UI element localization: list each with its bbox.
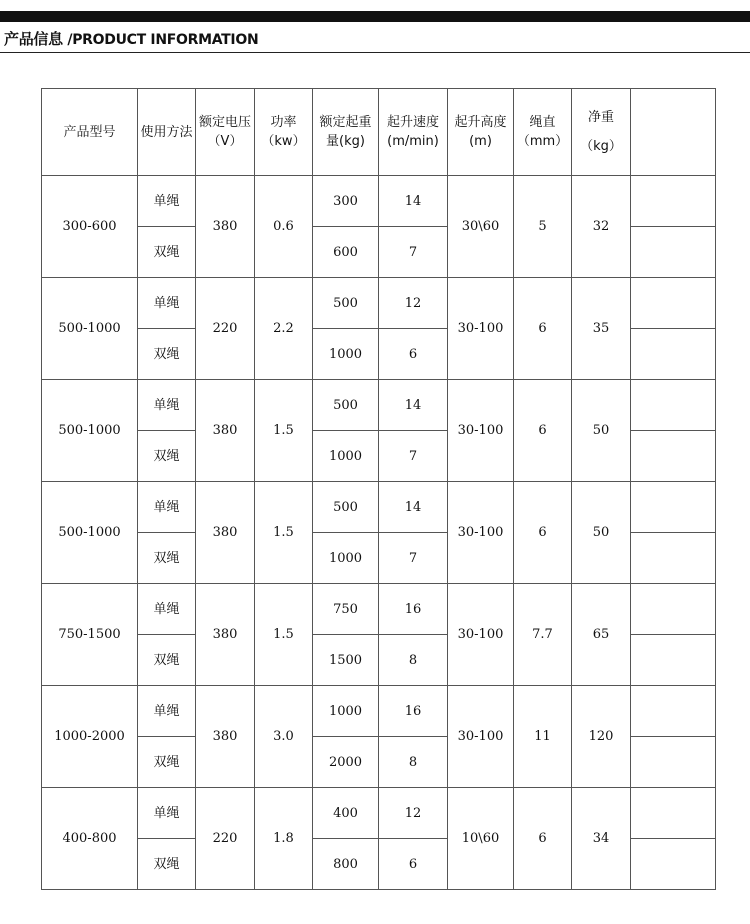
header-col-power (255, 89, 313, 176)
load-cell: 1000 (313, 431, 379, 482)
table-row (42, 482, 716, 533)
extra-cell (631, 329, 716, 380)
method-cell: 单绳 (138, 584, 196, 635)
header-label-line2: (m/min) (387, 134, 439, 149)
method-cell: 双绳 (138, 329, 196, 380)
speed-cell: 7 (379, 533, 448, 584)
load-cell: 1500 (313, 635, 379, 686)
extra-cell (631, 482, 716, 533)
header-col-extra (631, 89, 716, 176)
load-cell: 750 (313, 584, 379, 635)
header-col-rope (514, 89, 572, 176)
header-col-model (42, 89, 138, 176)
power-cell: 1.5 (255, 584, 313, 686)
top-black-bar (0, 11, 750, 22)
product-spec-table (41, 88, 716, 890)
voltage-cell: 380 (196, 482, 255, 584)
power-cell: 1.5 (255, 380, 313, 482)
power-cell: 2.2 (255, 278, 313, 380)
extra-cell (631, 584, 716, 635)
model-cell: 300-600 (42, 176, 138, 278)
power-cell: 1.5 (255, 482, 313, 584)
table-row (42, 686, 716, 737)
extra-cell (631, 635, 716, 686)
header-col-weight (572, 89, 631, 176)
header-label-line1: 额定电压 (198, 115, 251, 130)
table-row (42, 788, 716, 839)
header-col-method (138, 89, 196, 176)
header-col-speed (379, 89, 448, 176)
model-cell: 500-1000 (42, 482, 138, 584)
header-label-line1: 绳直 (529, 115, 556, 130)
header-label-line1: 产品型号 (63, 124, 116, 140)
table-body (42, 176, 716, 890)
method-cell: 单绳 (138, 482, 196, 533)
voltage-cell: 380 (196, 176, 255, 278)
speed-cell: 12 (379, 278, 448, 329)
speed-cell: 14 (379, 380, 448, 431)
load-cell: 1000 (313, 329, 379, 380)
header-col-voltage (196, 89, 255, 176)
rope-cell: 5 (514, 176, 572, 278)
voltage-cell: 220 (196, 278, 255, 380)
speed-cell: 8 (379, 635, 448, 686)
extra-cell (631, 737, 716, 788)
load-cell: 400 (313, 788, 379, 839)
model-cell: 500-1000 (42, 278, 138, 380)
speed-cell: 6 (379, 839, 448, 890)
load-cell: 500 (313, 482, 379, 533)
method-cell: 双绳 (138, 635, 196, 686)
weight-cell: 50 (572, 380, 631, 482)
extra-cell (631, 176, 716, 227)
method-cell: 单绳 (138, 788, 196, 839)
speed-cell: 16 (379, 584, 448, 635)
model-cell: 400-800 (42, 788, 138, 890)
weight-cell: 50 (572, 482, 631, 584)
lift-height-cell: 30-100 (448, 380, 514, 482)
lift-height-cell: 10\60 (448, 788, 514, 890)
model-cell: 500-1000 (42, 380, 138, 482)
method-cell: 双绳 (138, 227, 196, 278)
speed-cell: 7 (379, 431, 448, 482)
load-cell: 800 (313, 839, 379, 890)
header-col-load (313, 89, 379, 176)
lift-height-cell: 30\60 (448, 176, 514, 278)
rope-cell: 11 (514, 686, 572, 788)
table-header-row (42, 89, 716, 176)
speed-cell: 12 (379, 788, 448, 839)
rope-cell: 7.7 (514, 584, 572, 686)
power-cell: 0.6 (255, 176, 313, 278)
model-cell: 1000-2000 (42, 686, 138, 788)
table-row (42, 584, 716, 635)
heading-divider (0, 52, 750, 53)
extra-cell (631, 380, 716, 431)
model-cell: 750-1500 (42, 584, 138, 686)
load-cell: 500 (313, 278, 379, 329)
header-label-line1: 额定起重 (319, 115, 372, 130)
header-label-line1: 起升高度 (454, 115, 507, 130)
method-cell: 单绳 (138, 686, 196, 737)
speed-cell: 14 (379, 176, 448, 227)
extra-cell (631, 839, 716, 890)
method-cell: 双绳 (138, 737, 196, 788)
load-cell: 2000 (313, 737, 379, 788)
extra-cell (631, 533, 716, 584)
rope-cell: 6 (514, 380, 572, 482)
power-cell: 1.8 (255, 788, 313, 890)
rope-cell: 6 (514, 788, 572, 890)
speed-cell: 14 (379, 482, 448, 533)
table-row (42, 278, 716, 329)
speed-cell: 16 (379, 686, 448, 737)
load-cell: 1000 (313, 533, 379, 584)
header-label-line2: （kw） (261, 134, 306, 149)
extra-cell (631, 227, 716, 278)
lift-height-cell: 30-100 (448, 686, 514, 788)
method-cell: 单绳 (138, 176, 196, 227)
table-row (42, 380, 716, 431)
header-col-height (448, 89, 514, 176)
header-label-line1: 起升速度 (386, 115, 439, 130)
speed-cell: 8 (379, 737, 448, 788)
heading-en: /PRODUCT INFORMATION (62, 32, 259, 48)
table-row (42, 176, 716, 227)
header-label-line2: (m) (469, 134, 492, 149)
speed-cell: 7 (379, 227, 448, 278)
method-cell: 双绳 (138, 839, 196, 890)
extra-cell (631, 278, 716, 329)
weight-cell: 65 (572, 584, 631, 686)
voltage-cell: 220 (196, 788, 255, 890)
extra-cell (631, 431, 716, 482)
method-cell: 双绳 (138, 533, 196, 584)
load-cell: 300 (313, 176, 379, 227)
lift-height-cell: 30-100 (448, 482, 514, 584)
section-heading (4, 28, 258, 49)
header-label-line1: 净重 (587, 110, 614, 125)
voltage-cell: 380 (196, 584, 255, 686)
weight-cell: 32 (572, 176, 631, 278)
header-label-line1: 使用方法 (140, 124, 193, 140)
header-label-line2: （kg） (580, 139, 622, 154)
method-cell: 双绳 (138, 431, 196, 482)
lift-height-cell: 30-100 (448, 278, 514, 380)
weight-cell: 35 (572, 278, 631, 380)
speed-cell: 6 (379, 329, 448, 380)
header-label-line1: 功率 (270, 115, 297, 130)
extra-cell (631, 686, 716, 737)
header-label-line2: （mm） (516, 134, 569, 149)
weight-cell: 34 (572, 788, 631, 890)
weight-cell: 120 (572, 686, 631, 788)
lift-height-cell: 30-100 (448, 584, 514, 686)
voltage-cell: 380 (196, 686, 255, 788)
header-label-line2: （V） (207, 134, 243, 149)
rope-cell: 6 (514, 278, 572, 380)
method-cell: 单绳 (138, 380, 196, 431)
heading-cn: 产品信息 (4, 30, 63, 48)
power-cell: 3.0 (255, 686, 313, 788)
voltage-cell: 380 (196, 380, 255, 482)
method-cell: 单绳 (138, 278, 196, 329)
header-label-line2: 量(kg) (326, 134, 365, 149)
load-cell: 1000 (313, 686, 379, 737)
load-cell: 600 (313, 227, 379, 278)
extra-cell (631, 788, 716, 839)
load-cell: 500 (313, 380, 379, 431)
rope-cell: 6 (514, 482, 572, 584)
